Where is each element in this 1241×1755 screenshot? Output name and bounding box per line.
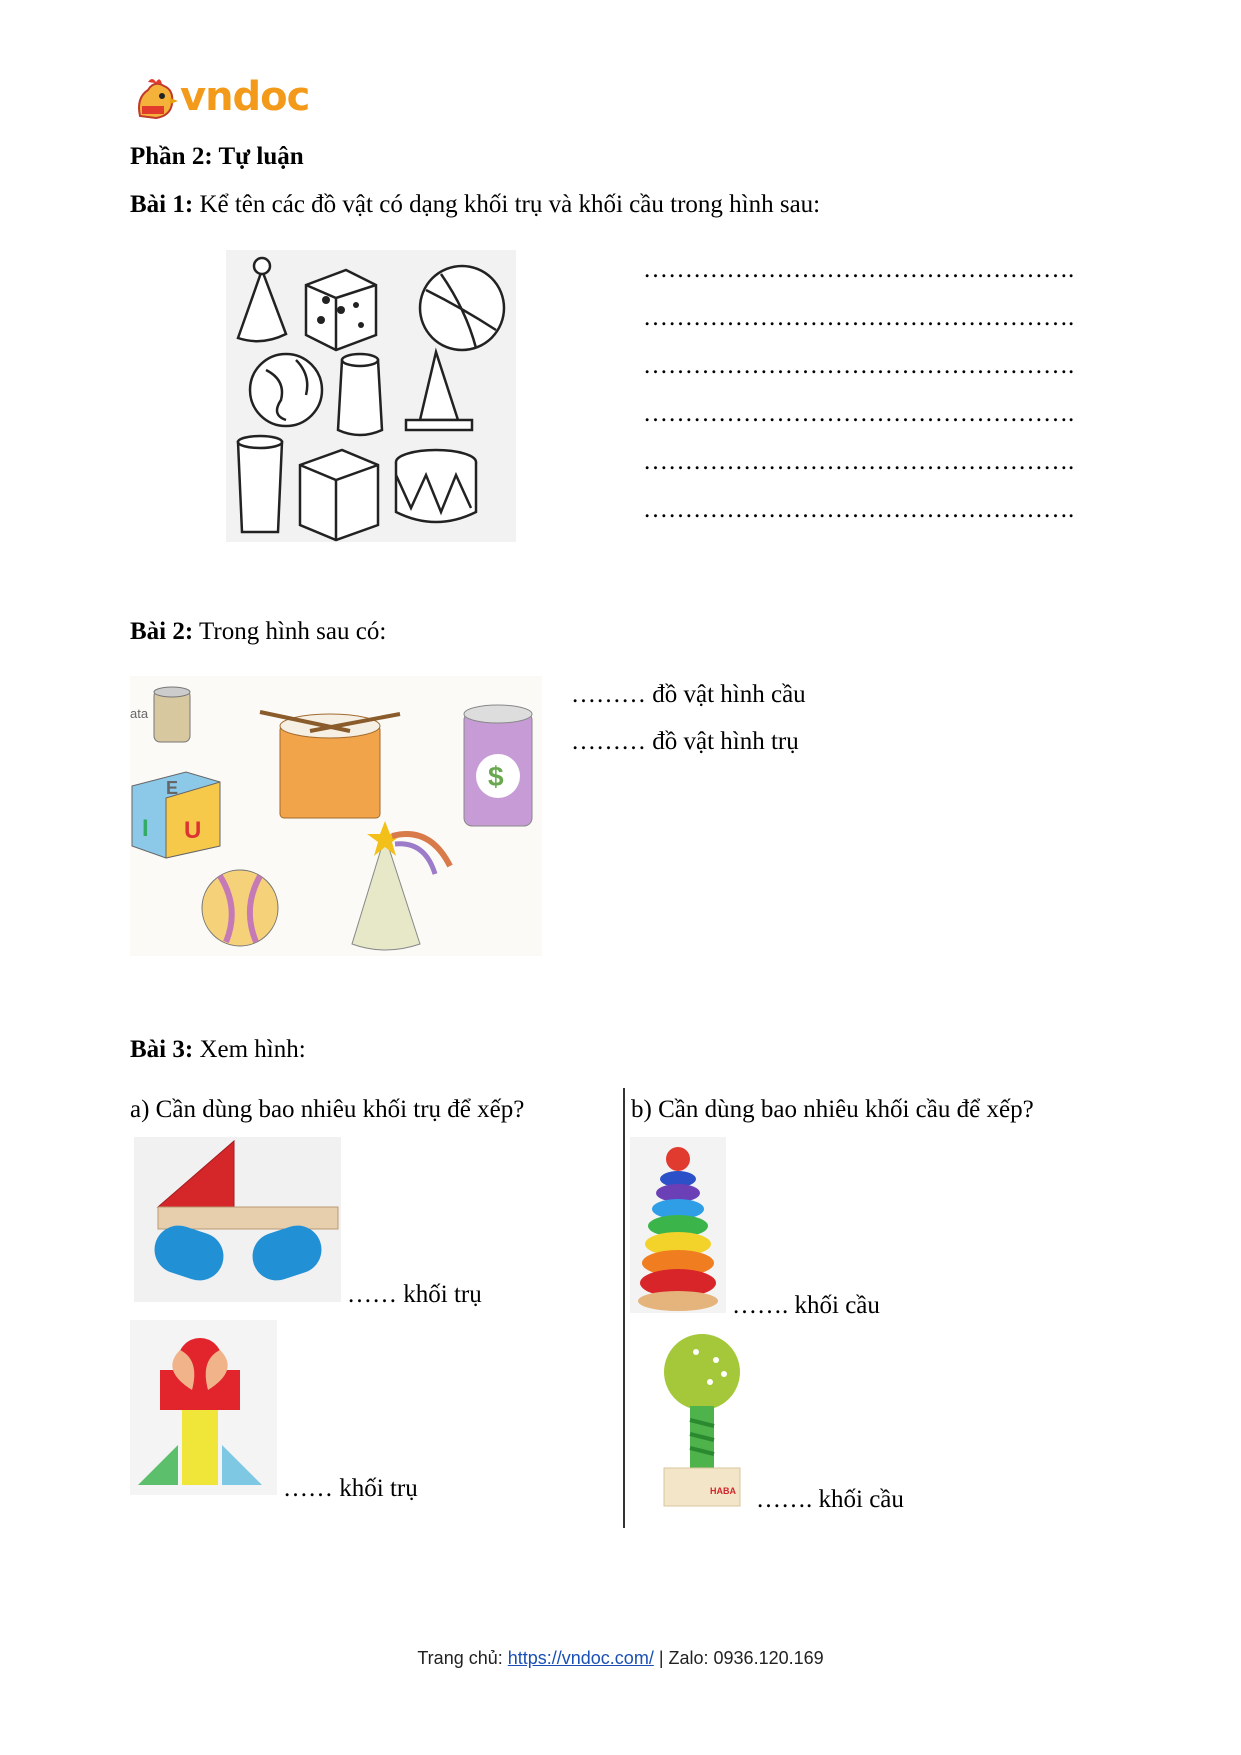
bai1-heading xyxy=(130,190,820,220)
img-text-u: U xyxy=(184,817,202,844)
block-tower-image xyxy=(130,1320,277,1495)
block-car-image xyxy=(134,1137,341,1302)
glass-icon xyxy=(238,442,282,532)
bai3-a-answer2[interactable]: …… khối trụ xyxy=(283,1475,418,1502)
small-can-icon xyxy=(154,690,190,742)
ring-stacker-illustration xyxy=(630,1137,726,1313)
haba-label: HABA xyxy=(710,1486,736,1496)
ring-stacker-image xyxy=(630,1137,726,1313)
logo-text: vndoc xyxy=(180,74,310,120)
img-text-dollar: $ xyxy=(488,761,504,792)
chicken-mascot-icon xyxy=(132,76,180,122)
party-hat-icon xyxy=(352,836,420,950)
sphere-toy-illustration xyxy=(650,1330,746,1515)
bai2-label: Bài 2: xyxy=(130,618,194,645)
bai3-b-answer1[interactable]: ……. khối cầu xyxy=(732,1292,880,1319)
sphere-toy-image xyxy=(650,1330,746,1515)
bai2-answer-sphere[interactable]: ……… đồ vật hình cầu xyxy=(571,681,806,708)
bai2-objects-illustration xyxy=(130,676,542,956)
bai3-question-a: a) Cần dùng bao nhiêu khối trụ để xếp? xyxy=(130,1096,525,1123)
bai3-a-answer1[interactable]: …… khối trụ xyxy=(347,1281,482,1308)
bai3-b-answer2[interactable]: ……. khối cầu xyxy=(756,1486,904,1513)
bai1-answer-line[interactable]: ……………………………………………. xyxy=(643,256,1075,283)
footer-prefix: Trang chủ: xyxy=(417,1648,508,1668)
party-hat-icon xyxy=(238,270,286,341)
img-text-e: E xyxy=(166,778,179,798)
section-title: Phần 2: Tự luận xyxy=(130,143,304,170)
bai2-heading xyxy=(130,617,386,647)
bai3-heading xyxy=(130,1035,306,1065)
img-text-i: I xyxy=(142,815,149,842)
bai1-objects-image xyxy=(226,250,516,542)
bai1-objects-illustration xyxy=(226,250,516,542)
bai2-answer-cylinder[interactable]: ……… đồ vật hình trụ xyxy=(571,728,799,755)
block-tower-illustration xyxy=(130,1320,277,1495)
red-triangle-block xyxy=(158,1141,234,1207)
vndoc-logo[interactable] xyxy=(132,76,332,126)
img-text-ata: ata xyxy=(130,706,149,721)
bai3-label: Bài 3: xyxy=(130,1036,194,1063)
block-car-illustration xyxy=(134,1137,341,1302)
column-divider xyxy=(623,1088,625,1528)
bai1-answer-line[interactable]: ……………………………………………. xyxy=(643,352,1075,379)
bai1-answer-line[interactable]: ……………………………………………. xyxy=(643,496,1075,523)
bai1-answer-line[interactable]: ……………………………………………. xyxy=(643,304,1075,331)
yellow-cylinder-block xyxy=(182,1410,218,1485)
traffic-cone-icon xyxy=(420,352,458,420)
box-icon xyxy=(300,450,378,540)
drum-icon xyxy=(280,726,380,818)
bai2-objects-image xyxy=(130,676,542,956)
bai1-answer-line[interactable]: ……………………………………………. xyxy=(643,400,1075,427)
bai3-question-b: b) Cần dùng bao nhiêu khối cầu để xếp? xyxy=(631,1096,1034,1123)
green-sphere xyxy=(664,1334,740,1410)
footer-suffix: | Zalo: 0936.120.169 xyxy=(653,1648,824,1668)
ball-icon xyxy=(202,870,278,946)
bai3-text: Xem hình: xyxy=(193,1036,306,1063)
bai1-label: Bài 1: xyxy=(130,191,194,218)
soda-can-icon xyxy=(338,360,382,435)
footer xyxy=(0,1648,1241,1669)
bai1-answer-line[interactable]: ……………………………………………. xyxy=(643,448,1075,475)
bai1-text: Kể tên các đồ vật có dạng khối trụ và khối cầu trong hình sau: xyxy=(193,191,821,218)
bai2-text: Trong hình sau có: xyxy=(193,618,387,645)
globe-icon xyxy=(250,354,322,426)
footer-link[interactable]: https://vndoc.com/ xyxy=(507,1648,654,1668)
